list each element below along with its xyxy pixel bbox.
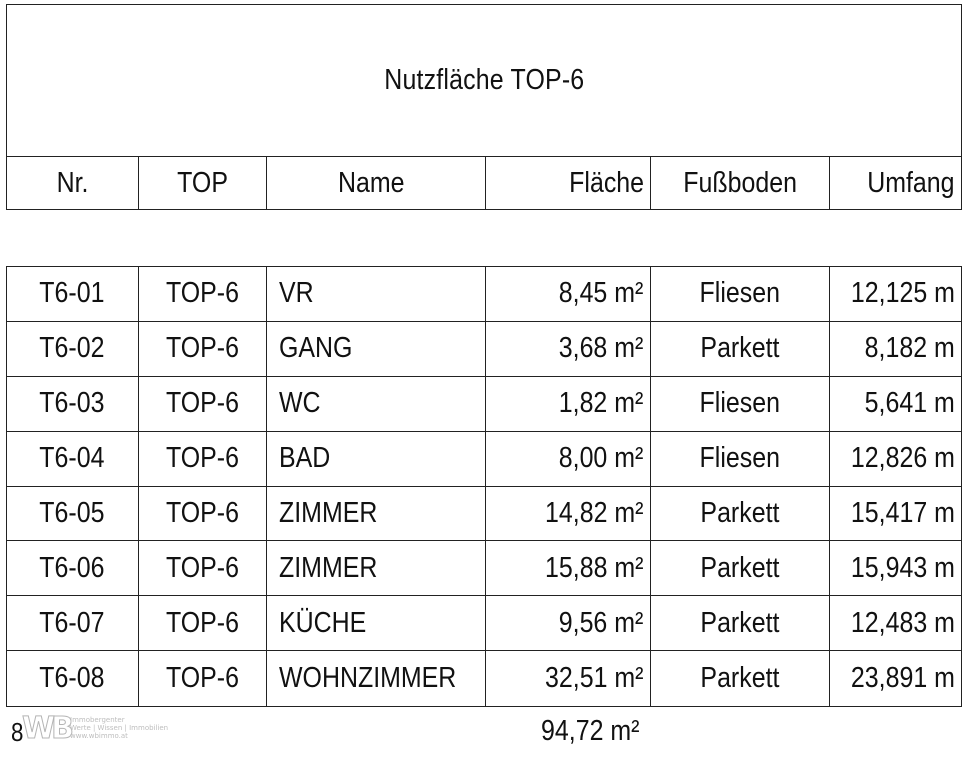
cell-top: TOP-6 bbox=[139, 322, 268, 376]
cell-floor: Parkett bbox=[651, 596, 831, 650]
cell-name: KÜCHE bbox=[267, 596, 486, 650]
cell-nr: T6-07 bbox=[7, 596, 139, 650]
cell-floor: Fliesen bbox=[651, 377, 831, 431]
cell-top: TOP-6 bbox=[139, 267, 268, 321]
table-row bbox=[7, 432, 961, 487]
footer bbox=[0, 707, 970, 757]
cell-area: 3,68 m² bbox=[486, 322, 651, 376]
cell-area: 14,82 m² bbox=[486, 487, 651, 541]
cell-area: 8,45 m² bbox=[486, 267, 651, 321]
cell-nr: T6-03 bbox=[7, 377, 139, 431]
column-header-area: Fläche bbox=[486, 157, 651, 209]
cell-top: TOP-6 bbox=[139, 377, 268, 431]
page-number: 8 bbox=[11, 717, 24, 747]
cell-area: 32,51 m² bbox=[486, 651, 651, 706]
logo-mark: WB bbox=[22, 711, 70, 746]
cell-perimeter: 5,641 m bbox=[864, 387, 955, 420]
table-header-block bbox=[6, 4, 962, 210]
cell-perimeter: 12,826 m bbox=[851, 442, 955, 475]
cell-perimeter: 12,483 m bbox=[851, 606, 955, 639]
cell-nr: T6-05 bbox=[7, 487, 139, 541]
table-row bbox=[7, 487, 961, 542]
cell-floor: Parkett bbox=[651, 322, 831, 376]
table-row bbox=[7, 651, 961, 706]
cell-area: 1,82 m² bbox=[486, 377, 651, 431]
cell-name: VR bbox=[267, 267, 486, 321]
room-table bbox=[6, 266, 962, 707]
cell-perimeter: 23,891 m bbox=[851, 662, 955, 695]
cell-perimeter: 15,417 m bbox=[851, 497, 955, 529]
logo-text: Immobergenter Werte | Wissen | Immobilien www.wbimmo.at bbox=[70, 716, 169, 740]
cell-name: WOHNZIMMER bbox=[267, 651, 486, 706]
cell-top: TOP-6 bbox=[139, 596, 268, 650]
cell-nr: T6-08 bbox=[7, 651, 139, 706]
title-cell bbox=[7, 5, 961, 157]
column-header-perimeter: Umfang bbox=[867, 166, 955, 199]
column-header-row bbox=[7, 157, 961, 209]
cell-name: WC bbox=[267, 377, 486, 431]
total-area: 94,72 m² bbox=[540, 715, 639, 747]
table-row bbox=[7, 377, 961, 432]
cell-perimeter: 15,943 m bbox=[851, 551, 955, 584]
cell-top: TOP-6 bbox=[139, 487, 268, 541]
cell-perimeter: 8,182 m bbox=[864, 332, 955, 365]
cell-name: ZIMMER bbox=[267, 487, 486, 541]
column-header-name: Name bbox=[267, 157, 486, 209]
cell-area: 9,56 m² bbox=[486, 596, 651, 650]
table-row bbox=[7, 541, 961, 596]
cell-floor: Fliesen bbox=[651, 432, 831, 486]
page-title: Nutzfläche TOP-6 bbox=[383, 64, 585, 96]
cell-floor: Parkett bbox=[651, 651, 831, 706]
cell-name: ZIMMER bbox=[267, 541, 486, 595]
cell-nr: T6-06 bbox=[7, 541, 139, 595]
column-header-nr: Nr. bbox=[7, 157, 139, 209]
column-header-top: TOP bbox=[139, 157, 268, 209]
cell-top: TOP-6 bbox=[139, 541, 268, 595]
cell-nr: T6-02 bbox=[7, 322, 139, 376]
cell-floor: Parkett bbox=[651, 487, 831, 541]
cell-name: GANG bbox=[267, 322, 486, 376]
column-header-floor: Fußboden bbox=[651, 157, 831, 209]
cell-nr: T6-04 bbox=[7, 432, 139, 486]
cell-area: 8,00 m² bbox=[486, 432, 651, 486]
cell-name: BAD bbox=[267, 432, 486, 486]
cell-floor: Parkett bbox=[651, 541, 831, 595]
cell-top: TOP-6 bbox=[139, 651, 268, 706]
cell-area: 15,88 m² bbox=[486, 541, 651, 595]
table-row bbox=[7, 596, 961, 651]
table-row bbox=[7, 267, 961, 322]
cell-top: TOP-6 bbox=[139, 432, 268, 486]
watermark-logo bbox=[22, 711, 182, 747]
cell-nr: T6-01 bbox=[7, 267, 139, 321]
cell-perimeter: 12,125 m bbox=[851, 277, 955, 310]
table-row bbox=[7, 322, 961, 377]
cell-floor: Fliesen bbox=[651, 267, 831, 321]
